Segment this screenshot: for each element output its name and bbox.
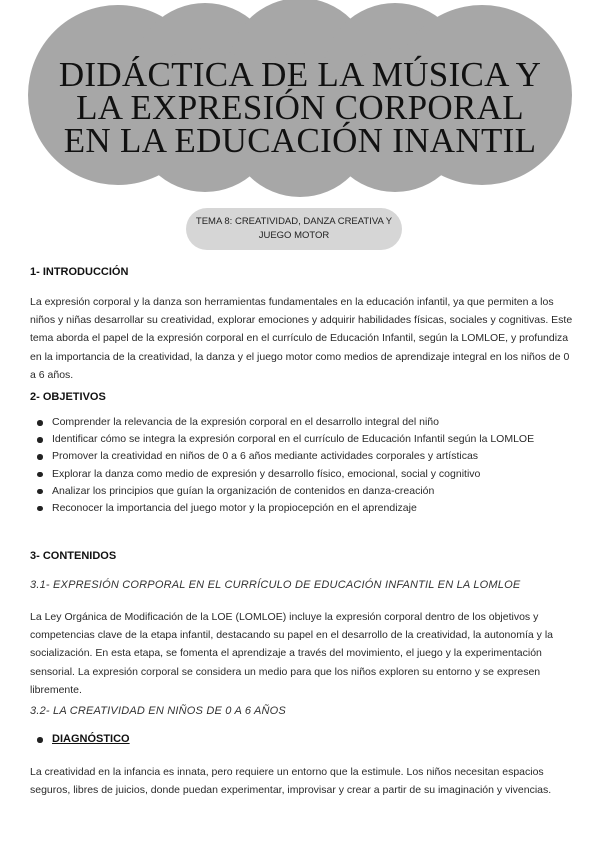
bullet-icon [37,454,43,460]
list-item-text: Reconocer la importancia del juego motor y la propiocepción en el aprendizaje [52,501,417,514]
diagnostico-heading [30,733,130,745]
bullet-icon [37,506,43,512]
bullet-icon [37,472,43,478]
contents-heading: 3- CONTENIDOS [30,550,117,562]
page-title [40,55,560,160]
bullet-icon [37,737,43,743]
objectives-heading: 2- OBJETIVOS [30,391,106,403]
list-item-text: Explorar la danza como medio de expresión y desarrollo físico, emocional, social y cognitivo [52,467,481,480]
title-line-3: EN LA EDUCACIÓN INANTIL [63,121,537,160]
list-item-text: Comprender la relevancia de la expresión corporal en el desarrollo integral del niño [52,416,439,428]
objectives-list [30,415,570,518]
list-item-text: Promover la creatividad en niños de 0 a 6 años mediante actividades corporales y artísticas [52,450,479,463]
list-item-text: Identificar cómo se integra la expresión corporal en el currículo de Educación Infantil según la LOMLOE [52,433,535,446]
title-line-1: DIDÁCTICA DE LA MÚSICA Y [58,55,542,94]
list-item [30,501,570,517]
topic-badge [186,208,402,250]
list-item [30,484,570,500]
list-item [30,467,570,483]
list-item [30,432,570,448]
subsection-3-1-paragraph: La Ley Orgánica de Modificación de la LOE (LOMLOE) incluye la expresión corporal dentro de los objetivos y competencias clave de la etapa infantil, destacando su papel en el desarrollo de la creatividad, la autonomía y la socialización. En esta etapa, se fomenta el aprendizaje a través del movimiento, el juego y la experimentación sensorial. La expresión corporal se considera un medio para que los niños exploren su entorno y se expresen libremente. [30,611,553,696]
diagnostico-label: DIAGNÓSTICO [52,733,130,745]
list-item-text: Analizar los principios que guían la organización de contenidos en danza-creación [52,484,435,497]
intro-paragraph: La expresión corporal y la danza son herramientas fundamentales en la educación infantil, ya que permiten a los niños y niñas desarrollar su creatividad, explorar emociones y adquirir habilidades físicas, sociales y cognitivas. Este tema aborda el papel de la expresión corporal en el currículo de Educación Infantil, según la LOMLOE, y profundiza en la importancia de la creatividad, la danza y el juego motor como medios de aprendizaje integral en los niños de 0 a 6 años. [30,296,573,381]
list-item [30,415,570,431]
diagnostico-paragraph: La creatividad en la infancia es innata, pero requiere un entorno que la estimule. Los niños necesitan espacios seguros, libres de juicios, donde puedan experimentar, improvisar y crear a partir de su imaginación y vivencias. [30,766,552,797]
intro-heading: 1- INTRODUCCIÓN [30,266,129,278]
bullet-icon [37,489,43,495]
list-item [30,449,570,465]
title-line-2: LA EXPRESIÓN CORPORAL [76,88,524,127]
subsection-3-2-title: 3.2- LA CREATIVIDAD EN NIÑOS DE 0 A 6 AÑOS [30,705,286,717]
topic-subtitle: TEMA 8: CREATIVIDAD, DANZA CREATIVA Y JUEGO MOTOR [195,216,393,241]
bullet-icon [37,437,43,443]
subsection-3-1-title: 3.1- EXPRESIÓN CORPORAL EN EL CURRÍCULO DE EDUCACIÓN INFANTIL EN LA LOMLOE [30,579,521,591]
bullet-icon [37,420,43,426]
